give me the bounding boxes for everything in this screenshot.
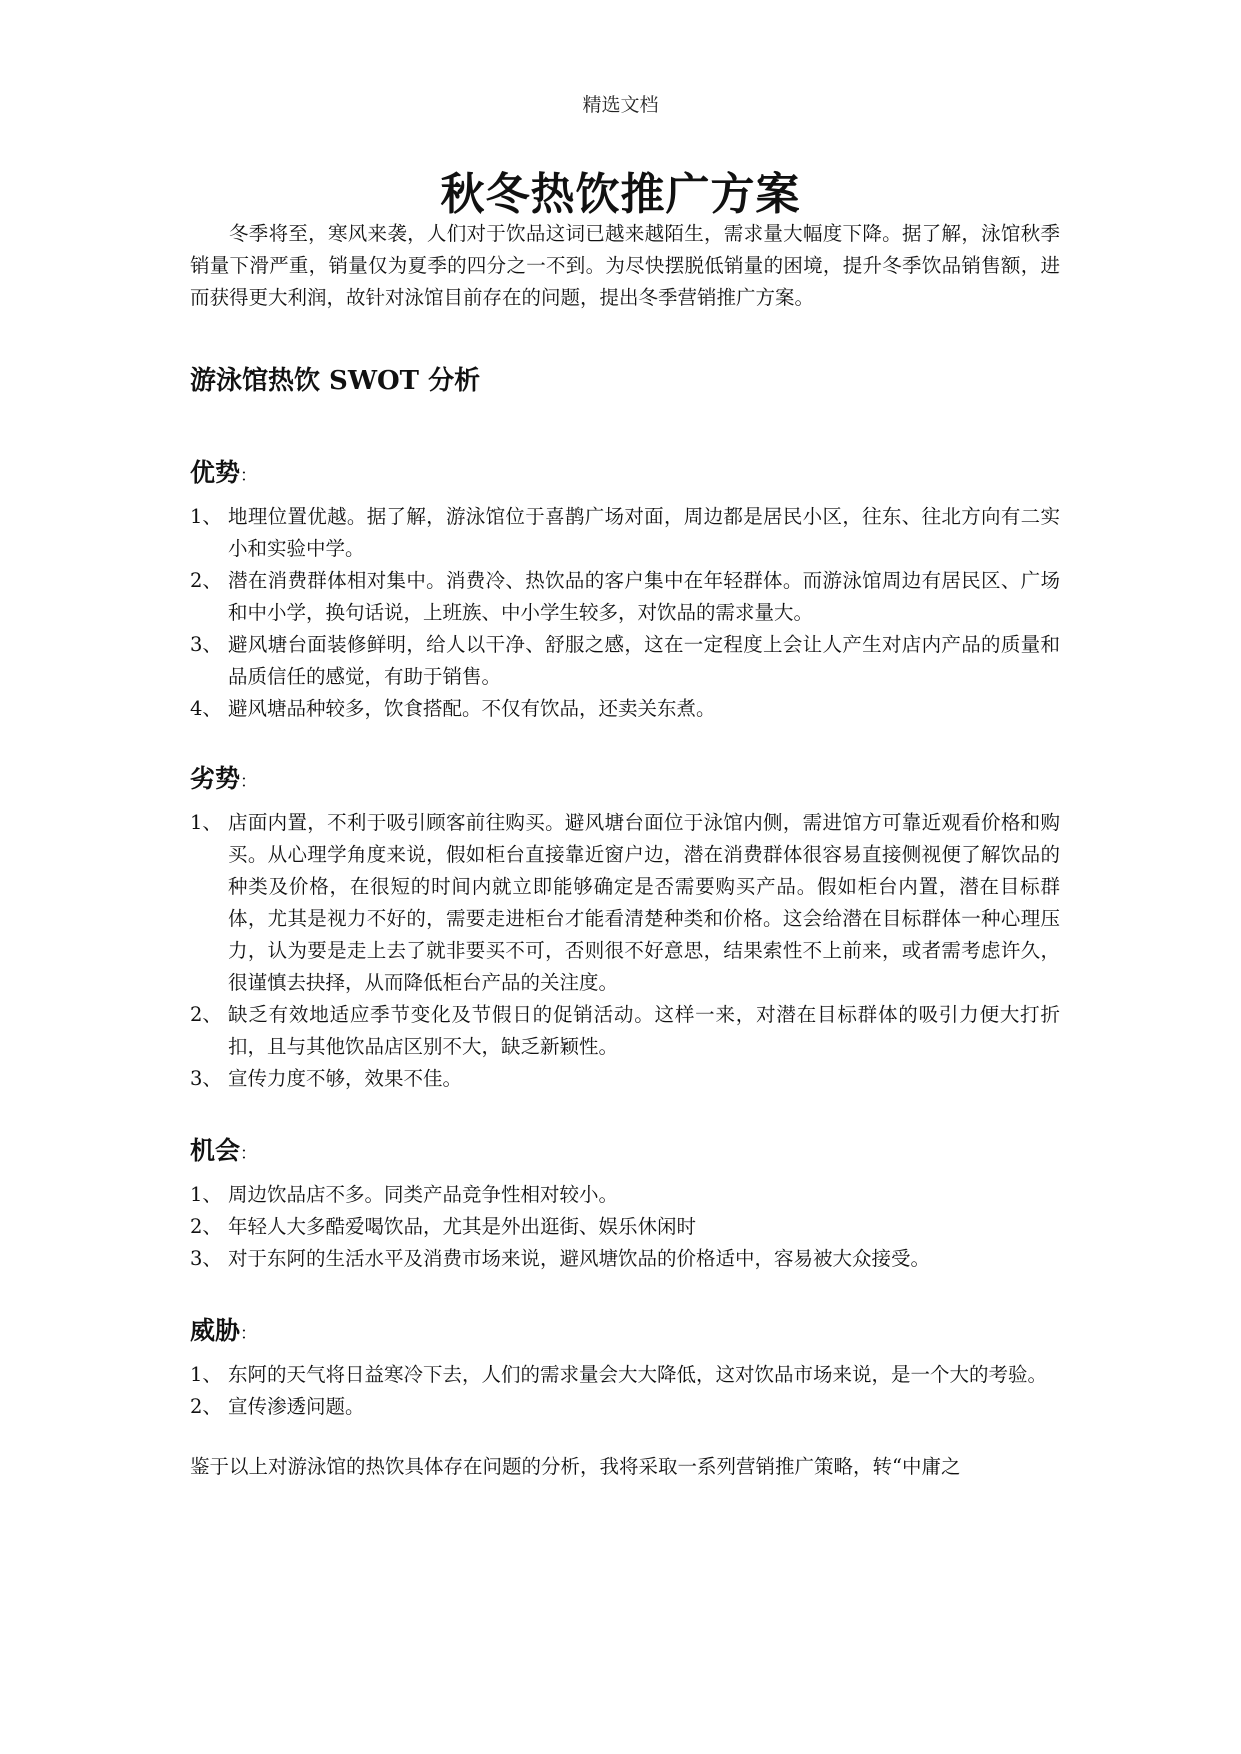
threats-list <box>190 1359 1060 1423</box>
list-item <box>190 1211 1060 1243</box>
item-text: 年轻人大多酷爱喝饮品，尤其是外出逛街、娱乐休闲时 <box>228 1215 697 1238</box>
item-text: 对于东阿的生活水平及消费市场来说，避风塘饮品的价格适中，容易被大众接受。 <box>228 1247 931 1270</box>
weaknesses-heading <box>190 759 1060 795</box>
list-item <box>190 629 1060 693</box>
opportunities-heading <box>190 1131 1060 1167</box>
item-text: 潜在消费群体相对集中。消费冷、热饮品的客户集中在年轻群体。而游泳馆周边有居民区、广场和中小学，换句话说，上班族、中小学生较多，对饮品的需求量大。 <box>228 569 1060 624</box>
item-text: 店面内置，不利于吸引顾客前往购买。避风塘台面位于泳馆内侧，需进馆方可靠近观看价格和购买。从心理学角度来说，假如柜台直接靠近窗户边，潜在消费群体很容易直接侧视便了解饮品的种类及价格，在很短的时间内就立即能够确定是否需要购买产品。假如柜台内置，潜在目标群体，尤其是视力不好的，需要走进柜台才能看清楚种类和价格。这会给潜在目标群体一种心理压力，认为要是走上去了就非要买不可，否则很不好意思，结果索性不上前来，或者需考虑许久，很谨慎去抉择，从而降低柜台产品的关注度。 <box>228 811 1060 994</box>
document-body <box>190 218 1060 1483</box>
threats-label: 威胁 <box>190 1316 241 1345</box>
page-header: 精选文档 <box>582 94 659 116</box>
item-number: 1、 <box>190 1363 222 1386</box>
list-item <box>190 999 1060 1063</box>
list-item <box>190 693 1060 725</box>
opportunities-label: 机会 <box>190 1136 241 1165</box>
list-item <box>190 1063 1060 1095</box>
item-number: 2、 <box>190 1215 222 1238</box>
item-text: 避风塘台面装修鲜明，给人以干净、舒服之感，这在一定程度上会让人产生对店内产品的质量和品质信任的感觉，有助于销售。 <box>228 633 1060 688</box>
item-number: 1、 <box>190 811 222 834</box>
list-item <box>190 1243 1060 1275</box>
opportunities-colon: ： <box>240 1144 258 1164</box>
weaknesses-list <box>190 807 1060 1095</box>
list-item <box>190 1391 1060 1423</box>
item-number: 3、 <box>190 1067 222 1090</box>
strengths-label: 优势 <box>190 458 241 487</box>
strengths-heading <box>190 453 1060 489</box>
document-title: 秋冬热饮推广方案 <box>440 169 801 220</box>
list-item <box>190 1359 1060 1391</box>
list-item <box>190 807 1060 999</box>
item-text: 缺乏有效地适应季节变化及节假日的促销活动。这样一来，对潜在目标群体的吸引力便大打折扣，且与其他饮品店区别不大，缺乏新颖性。 <box>228 1003 1060 1058</box>
item-text: 避风塘品种较多，饮食搭配。不仅有饮品，还卖关东煮。 <box>228 697 716 720</box>
item-number: 2、 <box>190 569 222 592</box>
threats-heading <box>190 1311 1060 1347</box>
strengths-colon: ： <box>240 466 258 486</box>
item-number: 3、 <box>190 1247 222 1270</box>
intro-paragraph: 冬季将至，寒风来袭，人们对于饮品这词已越来越陌生，需求量大幅度下降。据了解，泳馆秋季销量下滑严重，销量仅为夏季的四分之一不到。为尽快摆脱低销量的困境，提升冬季饮品销售额，进而获得更大利润，故针对泳馆目前存在的问题，提出冬季营销推广方案。 <box>190 222 1060 309</box>
weaknesses-colon: ： <box>240 772 258 792</box>
item-text: 宣传渗透问题。 <box>228 1395 365 1418</box>
conclusion-paragraph: 鉴于以上对游泳馆的热饮具体存在问题的分析，我将采取一系列营销推广策略，转“中庸之 <box>190 1455 961 1478</box>
item-number: 4、 <box>190 697 222 720</box>
list-item <box>190 1179 1060 1211</box>
swot-heading: 游泳馆热饮 SWOT 分析 <box>190 366 481 396</box>
item-number: 2、 <box>190 1395 222 1418</box>
list-item <box>190 565 1060 629</box>
item-number: 2、 <box>190 1003 222 1026</box>
list-item <box>190 501 1060 565</box>
threats-colon: ： <box>240 1324 258 1344</box>
item-text: 周边饮品店不多。同类产品竞争性相对较小。 <box>228 1183 619 1206</box>
item-text: 地理位置优越。据了解，游泳馆位于喜鹊广场对面，周边都是居民小区，往东、往北方向有二实小和实验中学。 <box>228 505 1060 560</box>
weaknesses-label: 劣势 <box>190 764 241 793</box>
opportunities-list <box>190 1179 1060 1275</box>
item-text: 东阿的天气将日益寒冷下去，人们的需求量会大大降低，这对饮品市场来说，是一个大的考验。 <box>228 1363 1048 1386</box>
item-number: 1、 <box>190 1183 222 1206</box>
item-text: 宣传力度不够，效果不佳。 <box>228 1067 463 1090</box>
item-number: 3、 <box>190 633 222 656</box>
strengths-list <box>190 501 1060 725</box>
item-number: 1、 <box>190 505 222 528</box>
